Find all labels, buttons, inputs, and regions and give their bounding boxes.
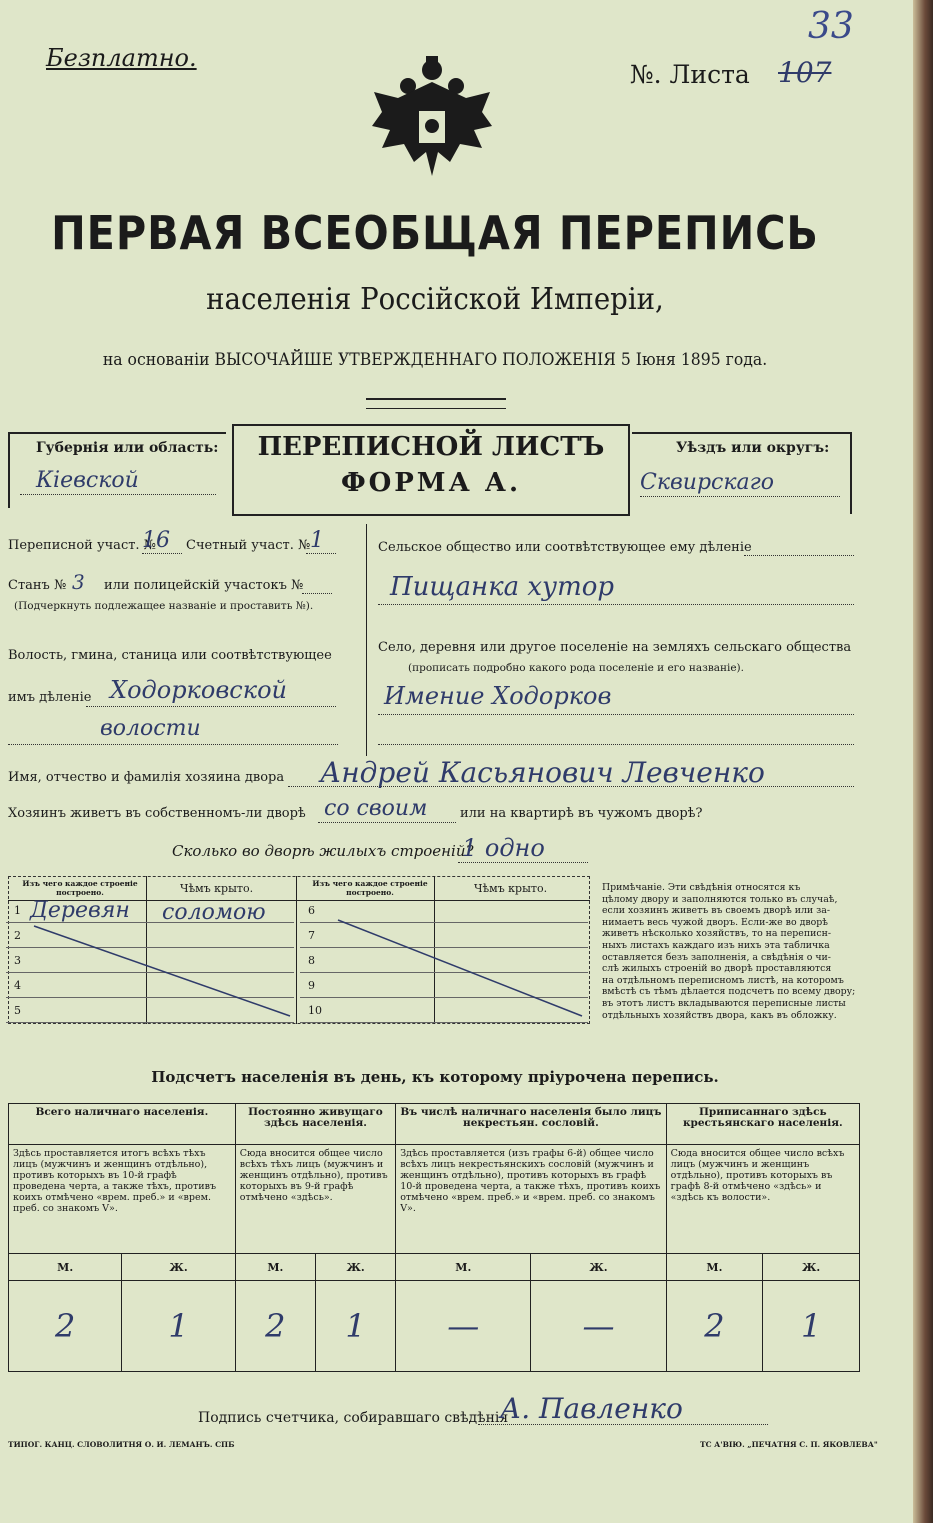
village-value: Имение Ходорков xyxy=(384,682,612,710)
sheet-number-value: 107 xyxy=(778,56,832,89)
note-line: оставляется безъ заполненія, а свѣдѣнія о чи- xyxy=(602,951,831,963)
society-label: Сельское общество или соотвѣтствующее ему дѣленіе xyxy=(378,540,752,555)
buildings-row-number: 4 xyxy=(14,979,21,992)
owner-name-value: Андрей Касьянович Левченко xyxy=(320,756,765,789)
census-district-value: 16 xyxy=(142,528,170,553)
owner-name-label: Имя, отчество и фамилія хозяина двора xyxy=(8,770,285,785)
stan-value: 3 xyxy=(72,570,85,594)
tally-desc-1: Здѣсь проставляется итогъ всѣхъ тѣхъ лицъ (мужчинъ и женщинъ отдѣльно), противъ которыхъ въ 10-й графѣ проведена черта, а также тѣхъ, противъ коихъ отмѣчено «врем. преб.» и «врем. преб. со знакомъ V». xyxy=(9,1145,236,1254)
note-line: отдѣльныхъ хозяйствъ двора, какъ въ обложку. xyxy=(602,1009,837,1021)
province-label: Губернія или область: xyxy=(36,440,219,456)
page-subtitle: населенія Россійской Имперіи, xyxy=(206,282,664,317)
imperial-eagle-icon xyxy=(368,52,496,192)
tally-header-3: Въ числѣ наличнаго населенія было лицъ некрестьян. сословій. xyxy=(396,1104,666,1145)
buildings-label: Сколько во дворѣ жилыхъ строеній? xyxy=(172,842,474,860)
underline-note: (Подчеркнуть подлежащее названіе и проставить №). xyxy=(14,600,314,612)
count-district-label: Счетный участ. № xyxy=(186,538,311,553)
buildings-row-number: 5 xyxy=(14,1004,21,1017)
police-label: или полицейскій участокъ № xyxy=(104,578,304,593)
buildings-col-material: Изъ чего каждое строеніе построено. xyxy=(22,879,138,897)
tally-value-1-m: 2 xyxy=(9,1281,122,1372)
note-line: цѣлому двору и заполняются только въ случаѣ, xyxy=(602,893,838,905)
buildings-row-number: 1 xyxy=(14,904,21,917)
tally-value-4-f: 1 xyxy=(763,1281,860,1372)
tally-f-label: Ж. xyxy=(531,1254,666,1281)
count-district-value: 1 xyxy=(310,528,324,553)
note-line: въ этотъ листъ вкладываются переписные листы xyxy=(602,997,846,1009)
tally-table xyxy=(8,1103,860,1372)
signature-label: Подпись счетчика, собиравшаго свѣдѣнія xyxy=(198,1410,509,1426)
volost-label-2: имъ дѣленіе xyxy=(8,690,92,705)
free-label: Безплатно. xyxy=(46,44,197,72)
tally-f-label: Ж. xyxy=(763,1254,860,1281)
note-line: если хозяинъ живетъ въ своемъ дворѣ или за- xyxy=(602,905,831,917)
society-value: Пищанка хутор xyxy=(390,572,615,602)
village-note: (прописать подробно какого рода поселеніе и его названіе). xyxy=(408,662,744,674)
tally-value-3-f: — xyxy=(531,1281,666,1372)
tally-f-label: Ж. xyxy=(122,1254,235,1281)
tally-title: Подсчетъ населенія въ день, къ которому пріурочена перепись. xyxy=(151,1068,719,1086)
district-value: Сквирскаго xyxy=(640,470,774,495)
province-value: Кіевской xyxy=(36,468,139,493)
buildings-value: 1 одно xyxy=(462,834,545,862)
tally-value-2-m: 2 xyxy=(235,1281,315,1372)
tally-header-4: Приписаннаго здѣсь крестьянскаго населенія. xyxy=(666,1104,859,1145)
buildings-note xyxy=(602,882,862,1021)
archive-page-number: 33 xyxy=(808,6,854,47)
tally-m-label: М. xyxy=(235,1254,315,1281)
stan-label: Станъ № xyxy=(8,578,67,593)
legal-basis: на основаніи ВЫСОЧАЙШЕ УТВЕРЖДЕННАГО ПОЛОЖЕНІЯ 5 Іюня 1895 года. xyxy=(102,350,768,370)
note-line: живетъ нѣсколько хозяйствъ, то на переписн- xyxy=(602,928,832,940)
note-line: ныхъ листахъ каждаго изъ нихъ эта табличка xyxy=(602,939,830,951)
sheet-title: ПЕРЕПИСНОЙ ЛИСТЪ xyxy=(257,432,605,462)
page-title: ПЕРВАЯ ВСЕОБЩАЯ ПЕРЕПИСЬ xyxy=(51,206,819,260)
tally-value-4-m: 2 xyxy=(666,1281,763,1372)
buildings-row-number: 8 xyxy=(308,954,315,967)
note-line: нимаетъ весь чужой дворъ. Если-же во дворѣ xyxy=(602,916,828,928)
signature-value: А. Павленко xyxy=(500,1392,683,1425)
volost-value-2: волости xyxy=(100,716,201,741)
buildings-row-number: 10 xyxy=(308,1004,322,1017)
owner-lives-value: со своим xyxy=(324,796,428,821)
buildings-row-number: 7 xyxy=(308,929,315,942)
tally-value-2-f: 1 xyxy=(315,1281,395,1372)
note-line: вмѣстѣ съ тѣмъ дѣлается подсчетъ по всему двору; xyxy=(602,986,856,998)
owner-lives-label-2: или на квартирѣ въ чужомъ дворѣ? xyxy=(460,806,703,821)
buildings-col-material-2: Изъ чего каждое строеніе построено. xyxy=(312,879,428,897)
sheet-number-label: №. Листа xyxy=(630,60,750,89)
buildings-row-number: 3 xyxy=(14,954,21,967)
note-line: на отдѣльномъ переписномъ листѣ, на которомъ xyxy=(602,974,844,986)
tally-m-label: М. xyxy=(666,1254,763,1281)
page-edge xyxy=(913,0,933,1523)
tally-desc-2: Сюда вносится общее число всѣхъ тѣхъ лицъ (мужчинъ и женщинъ отдѣльно), противъ которыхъ въ 9-й графѣ отмѣчено «здѣсь». xyxy=(235,1145,395,1254)
row1-roof: соломою xyxy=(162,900,266,925)
tally-value-3-m: — xyxy=(396,1281,531,1372)
strike-lines xyxy=(8,876,590,1024)
tally-f-label: Ж. xyxy=(315,1254,395,1281)
volost-value: Ходорковской xyxy=(110,676,287,704)
village-label: Село, деревня или другое поселеніе на земляхъ сельскаго общества xyxy=(378,640,852,655)
owner-lives-label: Хозяинъ живетъ въ собственномъ-ли дворѣ xyxy=(8,806,306,821)
note-line: Примѣчаніе. Эти свѣдѣнія относятся къ xyxy=(602,882,801,893)
tally-header-2: Постоянно живущаго здѣсь населенія. xyxy=(235,1104,395,1145)
note-line: слѣ жилыхъ строеній во дворѣ проставляются xyxy=(602,963,832,975)
ornament-divider xyxy=(366,398,506,409)
census-district-label: Переписной участ. № xyxy=(8,538,156,553)
volost-label: Волость, гмина, станица или соотвѣтствующее xyxy=(8,648,332,663)
buildings-col-roof: Чѣмъ крыто. xyxy=(180,882,254,895)
tally-desc-4: Сюда вносится общее число всѣхъ лицъ (мужчинъ и женщинъ отдѣльно), противъ которыхъ въ графѣ 8-й отмѣчено «здѣсь» и «здѣсь къ волости». xyxy=(666,1145,859,1254)
tally-desc-3: Здѣсь проставляется (изъ графы 6-й) общее число всѣхъ лицъ некрестьянскихъ сословій (мужчинъ и женщинъ отдѣльно), противъ которыхъ въ графѣ 10-й проведена черта, а также тѣхъ, противъ коихъ отмѣчено «врем. преб.» и «врем. преб. со знакомъ V». xyxy=(396,1145,666,1254)
printer-right: ТС А'ВІЮ. „ПЕЧАТНЯ С. П. ЯКОВЛЕВА" xyxy=(700,1440,878,1449)
row1-material: Деревян xyxy=(30,898,130,923)
buildings-row-number: 9 xyxy=(308,979,315,992)
printer-left: ТИПОГ. КАНЦ. СЛОВОЛИТНЯ О. И. ЛЕМАНЪ. СПБ xyxy=(8,1440,235,1449)
tally-m-label: М. xyxy=(9,1254,122,1281)
buildings-row-number: 6 xyxy=(308,904,315,917)
tally-m-label: М. xyxy=(396,1254,531,1281)
tally-value-1-f: 1 xyxy=(122,1281,235,1372)
tally-header-1: Всего наличнаго населенія. xyxy=(9,1104,236,1145)
buildings-row-number: 2 xyxy=(14,929,21,942)
buildings-col-roof-2: Чѣмъ крыто. xyxy=(474,882,548,895)
form-name: ФОРМА А. xyxy=(340,468,522,498)
district-label: Уѣздъ или округъ: xyxy=(676,440,830,456)
